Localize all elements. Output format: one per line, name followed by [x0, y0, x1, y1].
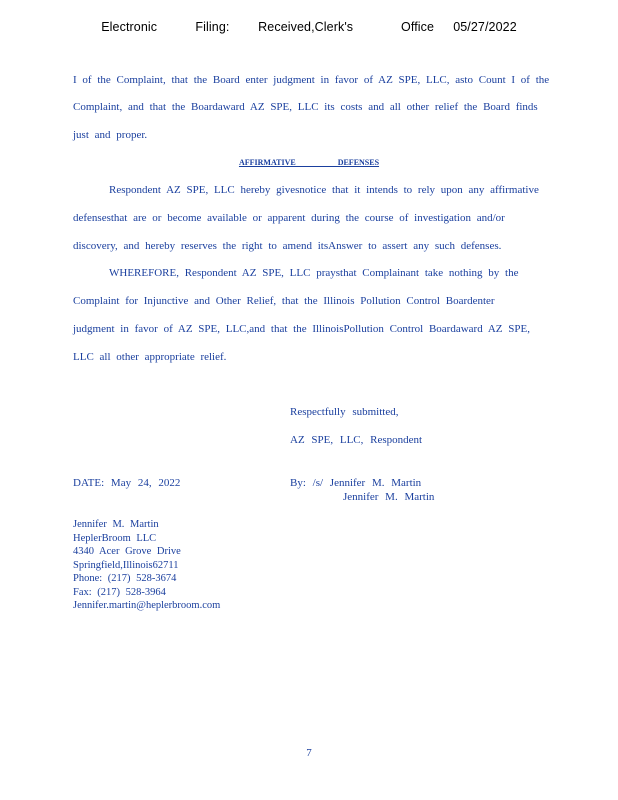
paragraph-3-line-3: judgment in favor of AZ SPE, LLC,and that the IllinoisPollution Control Boardaward AZ SPE, — [73, 323, 530, 335]
contact-firm: HeplerBroom LLC — [73, 532, 157, 544]
contact-street-address: 4340 Acer Grove Drive — [73, 546, 181, 557]
contact-email: Jennifer.martin@heplerbroom.com — [73, 600, 221, 611]
paragraph-2-line-3: discovery, and hereby reserves the right to amend itsAnswer to assert any such defenses. — [73, 240, 502, 252]
contact-phone: Phone: (217) 528-3674 — [73, 573, 177, 584]
contact-name: Jennifer M. Martin — [73, 519, 159, 530]
paragraph-3-line-4: LLC all other appropriate relief. — [73, 351, 227, 363]
signature-party: AZ SPE, LLC, Respondent — [290, 434, 423, 446]
signature-by-line: By: /s/ Jennifer M. Martin — [290, 477, 422, 489]
paragraph-1-line-3: just and proper. — [73, 129, 148, 141]
contact-block — [73, 518, 220, 613]
contact-fax: Fax: (217) 528-3964 — [73, 586, 166, 598]
affirmative-defenses-heading: AFFIRMATIVE DEFENSES — [238, 158, 380, 167]
signature-date: DATE: May 24, 2022 — [73, 477, 181, 489]
page-number: 7 — [306, 747, 312, 759]
paragraph-2-line-2: defensesthat are or become available or apparent during the course of investigation and/or — [73, 212, 505, 224]
paragraph-2-line-1: Respondent AZ SPE, LLC hereby givesnotice that it intends to rely upon any affirmative — [109, 184, 539, 196]
paragraph-3-line-2: Complaint for Injunctive and Other Relief, that the Illinois Pollution Control Boardenter — [73, 295, 495, 307]
closing-respectfully-submitted: Respectfully submitted, — [290, 406, 399, 418]
paragraph-1-line-2: Complaint, and that the Boardaward AZ SPE, LLC its costs and all other relief the Board finds — [73, 101, 538, 113]
paragraph-1-line-1: I of the Complaint, that the Board enter judgment in favor of AZ SPE, LLC, asto Count I of the — [73, 74, 550, 86]
signature-printed-name: Jennifer M. Martin — [343, 491, 435, 503]
filing-stamp-header: Electronic Filing: Received,Clerk's Office 05/27/2022 — [101, 20, 517, 34]
paragraph-3-line-1: WHEREFORE, Respondent AZ SPE, LLC praysthat Complainant take nothing by the — [109, 267, 519, 279]
contact-city-state-zip: Springfield,Illinois62711 — [73, 559, 179, 571]
